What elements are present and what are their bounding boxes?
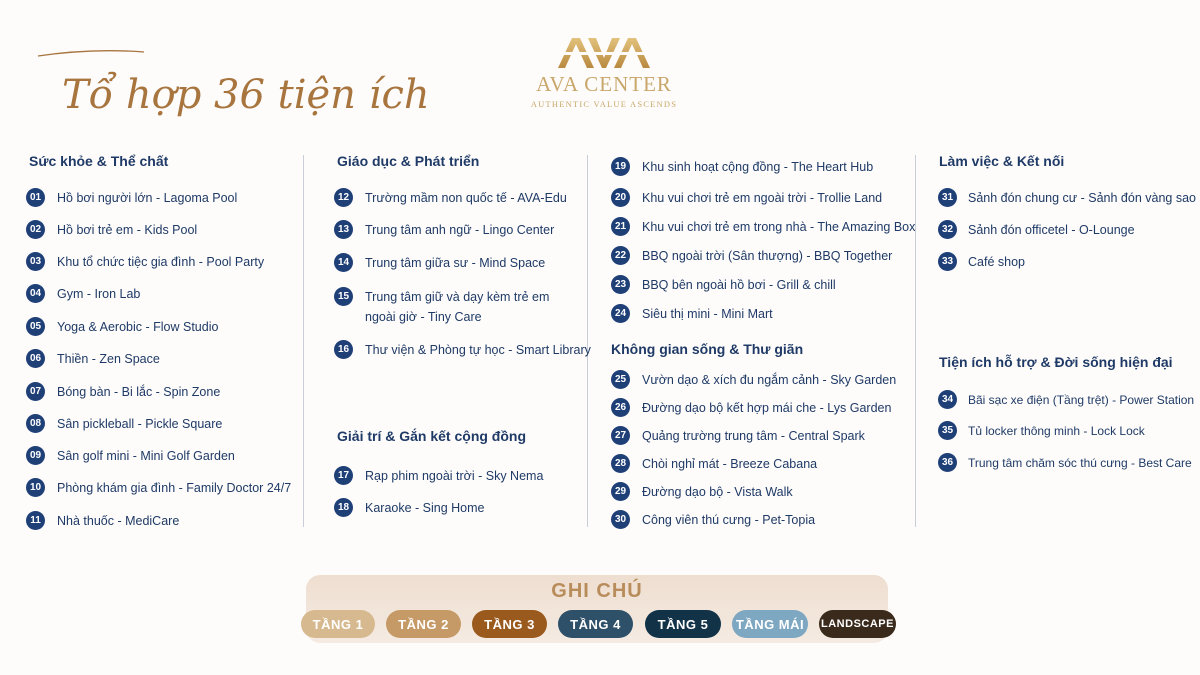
list-item bbox=[611, 157, 873, 177]
item-label: Hồ bơi người lớn - Lagoma Pool bbox=[57, 191, 238, 205]
item-label: BBQ bên ngoài hồ bơi - Grill & chill bbox=[642, 278, 836, 292]
item-label: Trung tâm giữa sư - Mind Space bbox=[365, 256, 546, 270]
column-divider bbox=[303, 155, 304, 527]
item-number: 33 bbox=[938, 252, 957, 271]
section-title-support: Tiện ích hỗ trợ & Đời sống hiện đại bbox=[939, 354, 1173, 370]
list-item bbox=[611, 510, 815, 530]
item-number: 05 bbox=[26, 317, 45, 336]
list-item bbox=[26, 284, 140, 304]
item-number: 22 bbox=[611, 246, 630, 265]
legend-pill-rooftop bbox=[732, 610, 808, 638]
legend-pill-label: TẦNG 4 bbox=[570, 616, 621, 632]
item-number: 10 bbox=[26, 478, 45, 497]
item-number: 16 bbox=[334, 340, 353, 359]
item-label: Bóng bàn - Bi lắc - Spin Zone bbox=[57, 385, 221, 399]
item-label: Sân golf mini - Mini Golf Garden bbox=[57, 449, 235, 463]
list-item bbox=[938, 421, 1145, 441]
item-label: Hồ bơi trẻ em - Kids Pool bbox=[57, 223, 198, 237]
list-item bbox=[611, 246, 892, 266]
legend-pill-floor-1 bbox=[301, 610, 375, 638]
item-number: 19 bbox=[611, 157, 630, 176]
item-number: 35 bbox=[938, 421, 957, 440]
item-label: Khu sinh hoạt cộng đồng - The Heart Hub bbox=[642, 160, 874, 174]
item-label: Yoga & Aerobic - Flow Studio bbox=[57, 320, 219, 334]
legend-pill-floor-5 bbox=[645, 610, 721, 638]
list-item bbox=[334, 466, 543, 486]
list-item bbox=[611, 304, 773, 324]
list-item bbox=[334, 220, 554, 240]
list-item bbox=[334, 340, 591, 360]
item-label: Khu vui chơi trẻ em ngoài trời - Trollie Land bbox=[642, 191, 883, 205]
item-number: 36 bbox=[938, 453, 957, 472]
list-item bbox=[938, 252, 1025, 272]
section-title-living: Không gian sống & Thư giãn bbox=[611, 341, 804, 357]
list-item bbox=[26, 382, 220, 402]
list-item bbox=[26, 252, 264, 272]
list-item bbox=[26, 478, 291, 498]
script-title-text: Tổ hợp 36 tiện ích bbox=[62, 72, 430, 118]
item-label: Trung tâm chăm sóc thú cưng - Best Care bbox=[968, 456, 1192, 470]
item-number: 01 bbox=[26, 188, 45, 207]
item-label: Siêu thị mini - Mini Mart bbox=[642, 307, 773, 321]
item-label: Trung tâm anh ngữ - Lingo Center bbox=[365, 223, 555, 237]
item-number: 08 bbox=[26, 414, 45, 433]
item-label: Công viên thú cưng - Pet-Topia bbox=[642, 513, 816, 527]
item-label: Quảng trường trung tâm - Central Spark bbox=[642, 429, 865, 443]
list-item bbox=[938, 188, 1196, 208]
list-item bbox=[611, 482, 793, 502]
logo-tagline: AUTHENTIC VALUE ASCENDS bbox=[530, 99, 678, 109]
item-number: 26 bbox=[611, 398, 630, 417]
item-label: Bãi sạc xe điện (Tầng trệt) - Power Station bbox=[968, 393, 1195, 407]
list-item bbox=[26, 188, 237, 208]
item-number: 06 bbox=[26, 349, 45, 368]
item-label: Thiền - Zen Space bbox=[57, 352, 160, 366]
list-item bbox=[334, 253, 545, 273]
item-number: 17 bbox=[334, 466, 353, 485]
item-number: 09 bbox=[26, 446, 45, 465]
item-number: 30 bbox=[611, 510, 630, 529]
item-number: 12 bbox=[334, 188, 353, 207]
item-number: 02 bbox=[26, 220, 45, 239]
item-number: 18 bbox=[334, 498, 353, 517]
item-number: 29 bbox=[611, 482, 630, 501]
item-number: 24 bbox=[611, 304, 630, 323]
item-label: BBQ ngoài trời (Sân thượng) - BBQ Together bbox=[642, 249, 893, 263]
legend-pill-label: TẦNG 3 bbox=[484, 616, 535, 632]
item-number: 04 bbox=[26, 284, 45, 303]
logo bbox=[520, 34, 688, 118]
item-label: Sân pickleball - Pickle Square bbox=[57, 417, 223, 431]
item-label: Tủ locker thông minh - Lock Lock bbox=[968, 424, 1145, 438]
section-title-health: Sức khỏe & Thể chất bbox=[29, 153, 169, 169]
list-item bbox=[334, 498, 485, 518]
item-label: Đường dạo bộ - Vista Walk bbox=[642, 485, 793, 499]
section-title-education: Giáo dục & Phát triển bbox=[337, 153, 480, 169]
list-item bbox=[334, 188, 567, 208]
list-item bbox=[611, 398, 891, 418]
item-label: Khu tổ chức tiệc gia đình - Pool Party bbox=[57, 255, 265, 269]
item-number: 31 bbox=[938, 188, 957, 207]
item-label: Sảnh đón chung cư - Sảnh đón vàng sao bbox=[968, 191, 1196, 205]
legend-pill-label: TẦNG MÁI bbox=[735, 616, 805, 632]
item-label: Sảnh đón officetel - O-Lounge bbox=[968, 223, 1135, 237]
list-item bbox=[26, 414, 222, 434]
item-label: Đường dạo bộ kết hợp mái che - Lys Garden bbox=[642, 401, 892, 415]
legend-title: GHI CHÚ bbox=[551, 580, 643, 602]
item-label: Nhà thuốc - MediCare bbox=[57, 514, 180, 528]
list-item bbox=[26, 446, 235, 466]
list-item bbox=[938, 390, 1194, 410]
legend-pill-landscape bbox=[819, 610, 896, 638]
item-number: 03 bbox=[26, 252, 45, 271]
item-number: 11 bbox=[26, 511, 45, 530]
item-label: Chòi nghỉ mát - Breeze Cabana bbox=[642, 457, 818, 471]
legend-pill-floor-2 bbox=[386, 610, 461, 638]
list-item bbox=[938, 453, 1192, 473]
list-item bbox=[611, 370, 896, 390]
list-item bbox=[611, 454, 817, 474]
list-item bbox=[26, 349, 160, 369]
legend-pill-label: TẦNG 5 bbox=[657, 616, 709, 632]
list-item bbox=[611, 426, 865, 446]
item-number: 14 bbox=[334, 253, 353, 272]
item-number: 13 bbox=[334, 220, 353, 239]
legend-pill-floor-3 bbox=[472, 610, 547, 638]
item-label: Karaoke - Sing Home bbox=[365, 501, 485, 515]
item-number: 21 bbox=[611, 217, 630, 236]
logo-name: AVA CENTER bbox=[536, 72, 672, 96]
item-number: 07 bbox=[26, 382, 45, 401]
item-label: Vườn dạo & xích đu ngắm cảnh - Sky Garden bbox=[642, 373, 897, 387]
item-number: 32 bbox=[938, 220, 957, 239]
list-item bbox=[26, 317, 218, 337]
list-item bbox=[938, 220, 1135, 240]
legend-pill-label: TẦNG 1 bbox=[312, 616, 364, 632]
legend-pill-label: LANDSCAPE bbox=[821, 618, 894, 630]
item-number: 15 bbox=[334, 287, 353, 306]
column-divider bbox=[915, 155, 916, 527]
item-label: Thư viện & Phòng tự học - Smart Library bbox=[365, 343, 591, 357]
list-item bbox=[611, 275, 836, 295]
item-number: 27 bbox=[611, 426, 630, 445]
item-label: Rạp phim ngoài trời - Sky Nema bbox=[365, 469, 544, 483]
item-number: 25 bbox=[611, 370, 630, 389]
item-label: Gym - Iron Lab bbox=[57, 287, 141, 301]
legend-pill-floor-4 bbox=[558, 610, 633, 638]
legend-pill-label: TẦNG 2 bbox=[398, 616, 449, 632]
item-label: Trường mầm non quốc tế - AVA-Edu bbox=[365, 191, 567, 205]
item-number: 34 bbox=[938, 390, 957, 409]
item-label: Trung tâm giữ và dạy kèm trẻ em ngoài giờ - Tiny Care bbox=[365, 290, 550, 324]
section-title-entertainment: Giải trí & Gắn kết cộng đồng bbox=[337, 428, 527, 444]
item-number: 20 bbox=[611, 188, 630, 207]
item-label: Phòng khám gia đình - Family Doctor 24/7 bbox=[57, 481, 292, 495]
list-item bbox=[611, 217, 915, 237]
item-label: Café shop bbox=[968, 255, 1025, 269]
ava-logo-mark bbox=[554, 34, 654, 70]
item-label: Khu vui chơi trẻ em trong nhà - The Amazing Box bbox=[642, 220, 916, 234]
section-title-work: Làm việc & Kết nối bbox=[939, 153, 1065, 169]
item-number: 28 bbox=[611, 454, 630, 473]
item-number: 23 bbox=[611, 275, 630, 294]
list-item bbox=[26, 220, 197, 240]
list-item bbox=[26, 511, 179, 531]
list-item bbox=[611, 188, 882, 208]
list-item bbox=[334, 287, 565, 327]
script-title bbox=[32, 46, 430, 126]
